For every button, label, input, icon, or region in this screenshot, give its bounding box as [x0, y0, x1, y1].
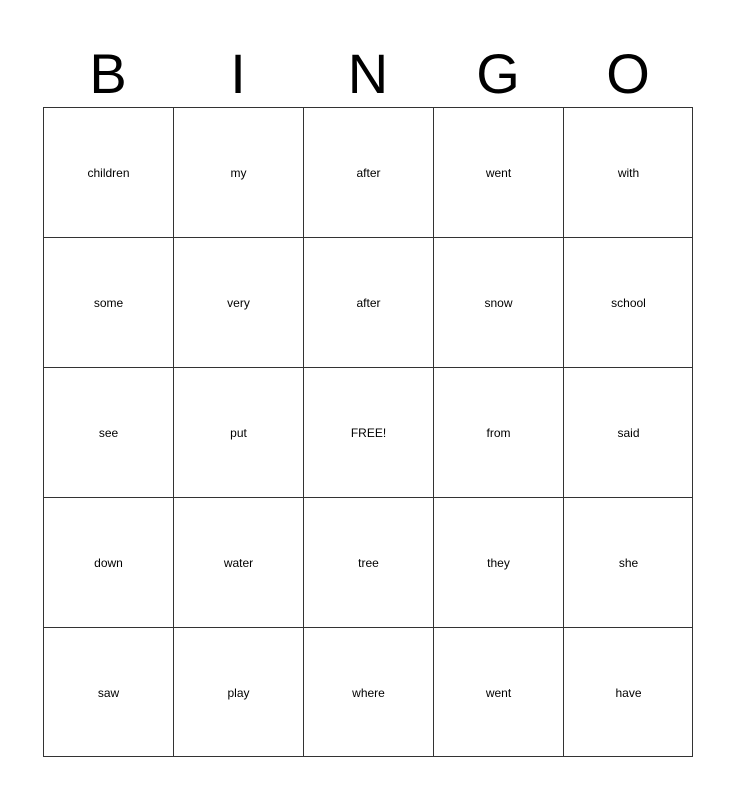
bingo-cell[interactable]: snow [433, 237, 563, 367]
bingo-cell[interactable]: where [303, 627, 433, 757]
bingo-cell[interactable]: my [173, 107, 303, 237]
header-letter-g: G [476, 42, 520, 105]
bingo-board [43, 107, 693, 757]
bingo-cell[interactable]: saw [43, 627, 173, 757]
header-letter-n: N [347, 42, 389, 105]
bingo-cell[interactable]: children [43, 107, 173, 237]
bingo-cell[interactable]: after [303, 107, 433, 237]
bingo-cell[interactable]: they [433, 497, 563, 627]
bingo-cell[interactable]: water [173, 497, 303, 627]
bingo-cell[interactable]: school [563, 237, 693, 367]
bingo-cell[interactable]: with [563, 107, 693, 237]
bingo-header [43, 42, 693, 106]
free-space-cell[interactable]: FREE! [303, 367, 433, 497]
bingo-cell[interactable]: see [43, 367, 173, 497]
bingo-cell[interactable]: put [173, 367, 303, 497]
header-letter-i: I [230, 42, 246, 105]
header-letter-b: B [89, 42, 127, 105]
bingo-cell[interactable]: she [563, 497, 693, 627]
bingo-cell[interactable]: down [43, 497, 173, 627]
bingo-cell[interactable]: very [173, 237, 303, 367]
bingo-cell[interactable]: tree [303, 497, 433, 627]
bingo-cell[interactable]: play [173, 627, 303, 757]
bingo-cell[interactable]: from [433, 367, 563, 497]
bingo-cell[interactable]: said [563, 367, 693, 497]
bingo-cell[interactable]: have [563, 627, 693, 757]
bingo-cell[interactable]: some [43, 237, 173, 367]
bingo-cell[interactable]: after [303, 237, 433, 367]
bingo-cell[interactable]: went [433, 107, 563, 237]
bingo-cell[interactable]: went [433, 627, 563, 757]
header-letter-o: O [606, 42, 650, 105]
